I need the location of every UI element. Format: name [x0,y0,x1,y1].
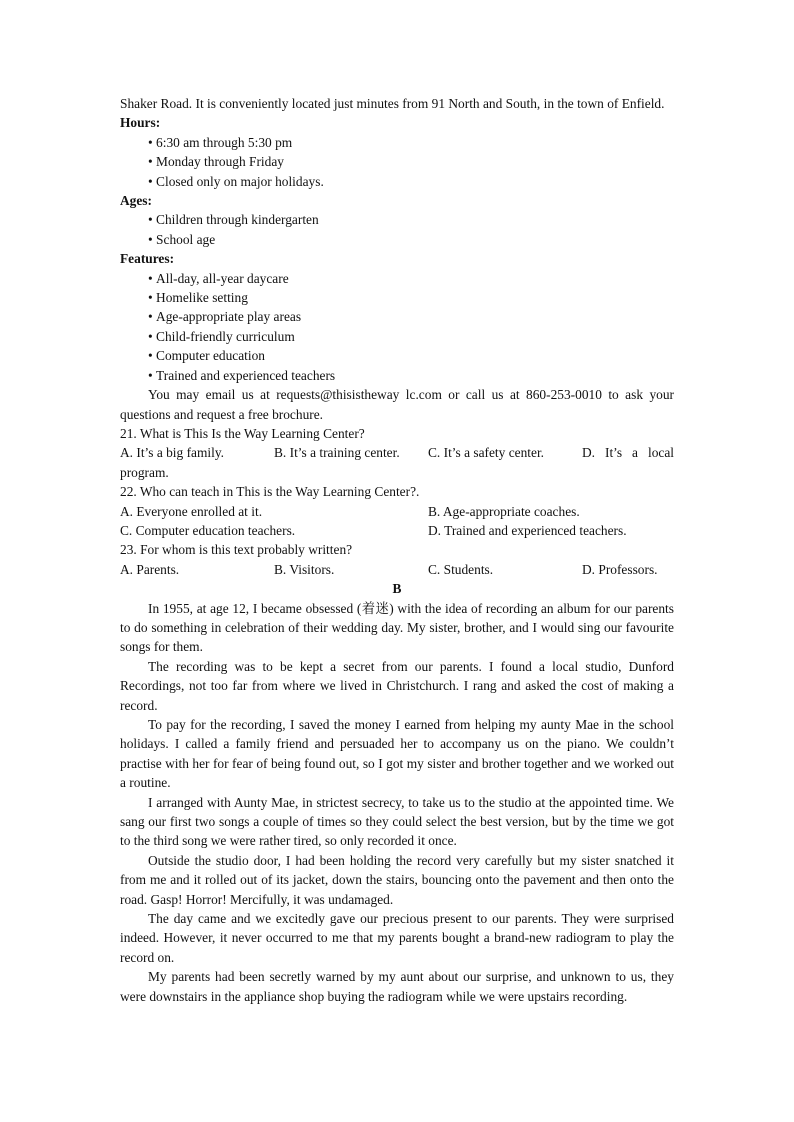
intro-paragraph: Shaker Road. It is conveniently located just minutes from 91 North and South, in the town of Enfield. [120,96,665,111]
hours-heading: Hours: [120,115,161,131]
option-b: B. Age-appropriate coaches. [428,503,580,519]
option-c: C. It’s a safety center. [428,445,545,461]
option-a: A. It’s a big family. [120,445,225,461]
list-item: • School age [148,230,674,249]
question-22-options-row2 [120,521,674,540]
features-list [120,269,674,385]
option-d-wrap: program. [120,464,169,480]
list-item: • Monday through Friday [148,152,674,171]
option-b: B. It’s a training center. [274,445,400,461]
question-23-stem: 23. For whom is this text probably written? [120,542,353,558]
question-21-options [120,443,674,482]
ages-heading: Ages: [120,193,152,209]
contact-paragraph: You may email us at requests@thisistheway lc.com or call us at 860-253-0010 to ask your questions and request a free brochure. [120,387,674,422]
features-heading: Features: [120,251,175,267]
story-paragraph: The recording was to be kept a secret from our parents. I found a local studio, Dunford Recordings, not too far from where we lived in Christchurch. I rang and asked the cost of making a record. [120,658,674,713]
story-paragraph: In 1955, at age 12, I became obsessed (着迷) with the idea of recording an album for our parents to do something in celebration of their wedding day. My sister, brother, and I would sing our favourite songs for them. [120,600,674,655]
story-paragraph: To pay for the recording, I saved the money I earned from helping my aunty Mae in the school holidays. I called a family friend and persuaded her to accompany us on the piano. We couldn’t practise with her for fear of being found out, so I got my sister and brother together and we worked out a routine. [120,717,674,791]
hours-list [120,133,674,191]
list-item: • Homelike setting [148,288,674,307]
list-item: • Computer education [148,346,674,365]
option-d: D. Trained and experienced teachers. [428,522,627,538]
option-d: D. It’s a local [582,445,674,461]
list-item: • Child-friendly curriculum [148,327,674,346]
question-22-stem: 22. Who can teach in This is the Way Learning Center?. [120,484,420,500]
list-item: • Children through kindergarten [148,210,674,229]
option-c: C. Computer education teachers. [120,522,296,538]
list-item: • Closed only on major holidays. [148,172,674,191]
ages-list [120,210,674,249]
list-item: • All-day, all-year daycare [148,269,674,288]
section-b-title: B [392,581,402,597]
option-a: A. Everyone enrolled at it. [120,503,263,519]
question-23-options [120,560,674,579]
option-c: C. Students. [428,561,494,577]
story-paragraph: I arranged with Aunty Mae, in strictest secrecy, to take us to the studio at the appointed time. We sang our first two songs a couple of times so they could select the best version, but by the time we got to the third song we were rather tired, so only recorded it once. [120,794,674,849]
story-paragraph: Outside the studio door, I had been holding the record very carefully but my sister snatched it from me and it rolled out of its jacket, down the stairs, bouncing onto the pavement and then onto the road. Gasp! Horror! Mercifully, it was undamaged. [120,852,674,907]
story-paragraph: My parents had been secretly warned by my aunt about our surprise, and unknown to us, they were downstairs in the appliance shop buying the radiogram while we were upstairs recording. [120,969,674,1004]
option-d: D. Professors. [582,561,658,577]
list-item: • 6:30 am through 5:30 pm [148,133,674,152]
question-22-options-row1 [120,502,674,521]
list-item: • Age-appropriate play areas [148,307,674,326]
option-a: A. Parents. [120,561,180,577]
story-paragraph: The day came and we excitedly gave our precious present to our parents. They were surprised indeed. However, it never occurred to me that my parents bought a brand-new radiogram to play the record on. [120,911,674,965]
document-content [120,94,674,1006]
question-21-stem: 21. What is This Is the Way Learning Center? [120,425,365,441]
list-item: • Trained and experienced teachers [148,366,674,385]
option-b: B. Visitors. [274,561,335,577]
